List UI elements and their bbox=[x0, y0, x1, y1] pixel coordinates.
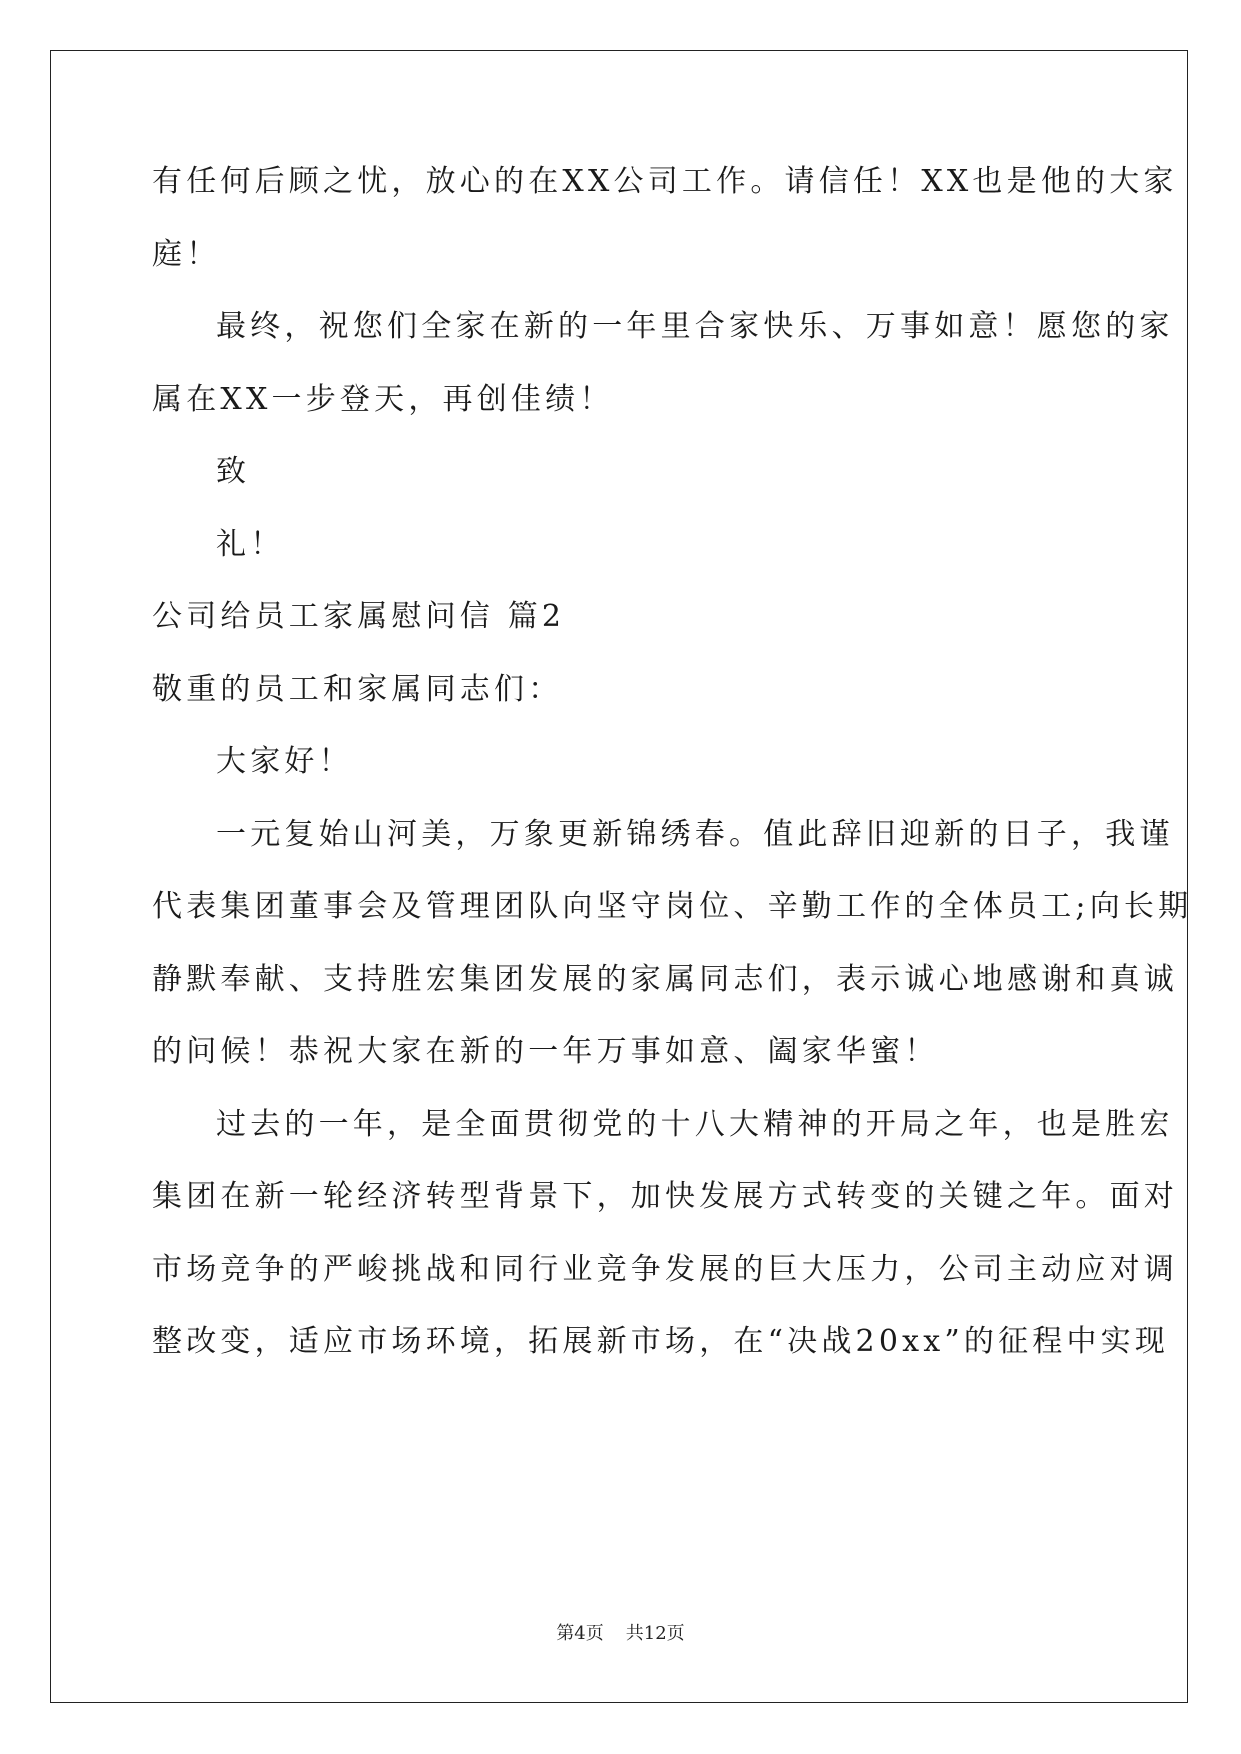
paragraph-line: 大家好！ bbox=[216, 744, 353, 779]
salutation-line: 致 bbox=[216, 454, 251, 489]
paragraph-line: 一元复始山河美，万象更新锦绣春。值此辞旧迎新的日子，我谨 bbox=[216, 817, 1174, 852]
page-footer bbox=[0, 1622, 1241, 1646]
salutation-line: 礼！ bbox=[216, 527, 285, 562]
text-line: 的问候！恭祝大家在新的一年万事如意、阖家华蜜！ bbox=[152, 1034, 939, 1069]
paragraph-line: 最终，祝您们全家在新的一年里合家快乐、万事如意！愿您的家 bbox=[216, 309, 1174, 344]
text-line: 庭！ bbox=[152, 237, 221, 272]
page-border bbox=[50, 50, 1188, 1703]
text-line: 整改变，适应市场环境，拓展新市场，在“决战20xx”的征程中实现 bbox=[152, 1324, 1170, 1359]
page-total: 共12页 bbox=[625, 1623, 685, 1644]
greeting-line: 敬重的员工和家属同志们： bbox=[152, 672, 563, 707]
section-heading: 公司给员工家属慰问信 篇2 bbox=[152, 599, 566, 634]
text-line: 代表集团董事会及管理团队向坚守岗位、辛勤工作的全体员工;向长期 bbox=[152, 889, 1193, 924]
text-line: 属在XX一步登天，再创佳绩！ bbox=[152, 382, 614, 417]
page-number: 第4页 bbox=[556, 1623, 604, 1644]
text-line: 有任何后顾之忧，放心的在XX公司工作。请信任！XX也是他的大家 bbox=[152, 164, 1178, 199]
paragraph-line: 过去的一年，是全面贯彻党的十八大精神的开局之年，也是胜宏 bbox=[216, 1107, 1174, 1142]
text-line: 集团在新一轮经济转型背景下，加快发展方式转变的关键之年。面对 bbox=[152, 1179, 1178, 1214]
text-line: 市场竞争的严峻挑战和同行业竞争发展的巨大压力，公司主动应对调 bbox=[152, 1252, 1178, 1287]
text-line: 静默奉献、支持胜宏集团发展的家属同志们，表示诚心地感谢和真诚 bbox=[152, 962, 1178, 997]
